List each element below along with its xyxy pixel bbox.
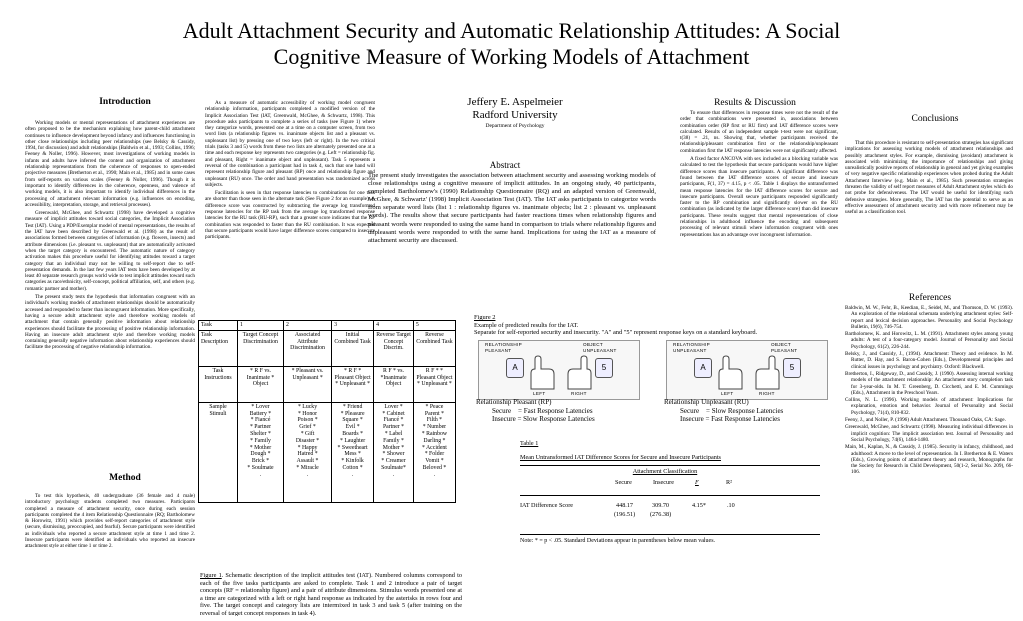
method-heading: Method [109,473,141,483]
task-description-cell: Reverse Combined Task [413,330,455,366]
reference-item: Baldwin, M. W., Fehr, B., Keedian, E., Seidel, M., and Thomson, D. W. (1993). An exploration of the relational schemata underlying attachment styles: Self-report and lexical decision approaches. Personality and Social Psychology Bulletin, 19(6), 746-754. [845,305,1013,330]
rp-legend-title: Relationship Pleasant (RP) [476,398,552,406]
table1-cell: .10 [727,502,735,509]
table-row [520,502,820,524]
task-description-cell: Reverse Target Concept Discrim. [374,330,414,366]
ru-right-top-label: OBJECT [771,342,791,347]
reference-item: Main, M., Kaplan, N., & Cassidy, J. (1985). Security in infancy, childhood, and adulthood: A move to the level of representation. In I. Bretherton & E. Waters (Eds.), Growing points of attachment theory and research, Monographs for the Society for Research in Child Development, 50(1-2, Serial No. 209), 66-106. [845,444,1013,476]
stimulus-word: * Fiancé [250,417,271,424]
figure2-caption [474,314,834,337]
introduction-paragraph: Working models or mental representations of attachment experiences are often proposed to be the mechanism explaining how parent-child attachment continues to influence development beyond infancy and influences functioning in other close relationships including peer relationships (see Belsky & Cassidy, 1994, for discussion) and adult relationships (Baldwin et al., 1993; Collins, 1996; Feeney & Noller, 1996). However, most investigations of working models in infants and adults have inferred the content and organization of attachment relationship representations from the coherence of responses to open-ended projective measures (Bretherton et al., 1990; Main et al., 1985) and in some cases from self-reports on various scales (Feeney & Noller, 1996). Though it is important to identify differences in the coherence, openness, and valence of working models, it is also important to identify individual differences in the processing of attachment relevant information (e.g. influences on encoding, accessibility, interpretation, storage, and retrieval processes). [25,120,195,208]
ru-right-bottom-label: PLEASANT [771,348,798,353]
stimulus-word: Battery * [249,410,272,417]
stimuli-cell [374,402,414,502]
poster-title [0,18,1023,70]
introduction-paragraph: Greenwald, McGhee, and Schwartz (1998) have developed a cognitive measure of implicit attitudes toward social categories, the Implicit Association Test (IAT). Using a PDP/Exemplar model of mental representations, the results of the IAT have been described by Greenwald et al. (1998) as the result of associations formed between categories of information (e.g. flowers, insects) and attribute dimensions (i.e. pleasant vs. unpleasant) that are automatically activated when the target category is encountered. The automatic nature of category activation makes this procedure useful for identifying attitudes toward a target category that an individual may not be willing to self-report due to self-presentation demands. In the last few years IAT tests have been developed by at least 40 separate research groups world wide to test implicit attitudes toward such categories as race/ethnicity, self-concept, political affiliation, self, and others (e.g. romantic partner and mother). [25,210,195,292]
stimulus-word: * Gift [300,430,315,437]
reference-item: Bretherton, I., Ridgeway, D., and Cassidy, J. (1990). Assessing internal working models of the attachment relationship: An attachment story completion task for 3-year-olds. In M. T. Greenberg, D. Cicchetti, and E. M. Cummings (Eds.), Attachment in the Preschool Years. [845,370,1013,396]
rp-left-hand-label: LEFT [533,391,546,396]
abstract-text [368,172,656,302]
task-table-header-row [199,321,456,331]
stimulus-word: . [351,471,354,478]
rp-right-key: 5 [595,358,613,378]
introduction-paragraph: The present study tests the hypothesis that information congruent with an individual's working models of attachment relationships should be automatically accessed and responded to faster than incongruent information. More specifically, having a secure adult attachment style and therefore working models of attachment that contain generally positive information about relationship experiences should facilitate the processing of positive relationship information. Having an insecure adult attachment style and therefore working models containing generally negative information about relationship experiences should facilitate the processing of negative relationship information. [25,294,195,351]
stimulus-word: * Accident [421,444,447,451]
stimulus-word: Hatred * [297,451,318,458]
stimuli-cell [413,402,455,502]
rp-right-top-label: OBJECT [583,342,603,347]
stimulus-word: Square * [342,417,363,424]
stimulus-word: * Happy [297,444,318,451]
measure-paragraph: As a measure of automatic accessibility of working model congruent relationship information, participants completed a modified version of the Implicit Association Test (IAT, Greenwald, McGhee, & Schwartz, 1998). This procedure asks participants to complete a series of tasks (see Figure 1) where they categorize words, presented one at a time on a computer screen, from two word lists (a relationship figures vs. inanimate objects list and a pleasant vs. unpleasant list) by pressing one of two keys (left or right). In the two critical trials (tasks 3 and 5) words from these two lists are alternately presented one at a time and each response key represents two categories (e.g. Left = relationship fig. and pleasant, Right = inanimate object and unpleasant). Task 5 represents a reversal of the combination a participant had in task 4, such that one hand will represent relationship figure and pleasant (RP) once and relationship figure and unpleasant (RU) once. The order and hand presentation was randomized across subjects. [205,100,375,188]
stimulus-word: . [392,471,395,478]
task-description-cell: Target Concept Discrimination [238,330,284,366]
stimulus-word: Lover * [384,403,403,410]
figure2-panel-ru [666,340,828,400]
stimulus-word: * Lucky [297,403,318,410]
table1-group-header: Attachment Classification [632,468,698,475]
table1-sd-cell: (196.51) [614,511,636,518]
task-instruction-cell: * Pleasant vs. Unpleasant * [284,366,332,402]
stimuli-cell [284,402,332,502]
task-description-cell: Associated Attribute Discrimination [284,330,332,366]
abstract-paragraph: The present study investigates the association between attachment security and assessing working models of close relationships using a cognitive measure of implicit attitudes. In an ongoing study, 40 participants, completed Bartholomew's (1990) Relationship Questionnaire (RQ) and an adapted version of Greenwald, McGhee, & Schwartz' (1998) Implicit Association Test (IAT). The IAT asks participants to categorize words from separate word lists (list 1 : relationship figures vs. inanimate objects; list 2 : pleasant vs. unpleasant words). The results show that secure participants had faster reactions times when relationship figures and pleasant words were responded to using the same hand in comparison to trials where relationship figures and unpleasant words were responded to with the same hand. Implications for using the IAT as a measure of attachment security are discussed. [368,172,656,244]
table1-title: Mean Untransformed IAT Difference Scores for Secure and Insecure Participants [520,454,721,461]
results-text [680,110,838,320]
rp-left-key: A [506,358,524,378]
reference-item: Collins, N. L. (1996). Working models of attachment: Implications for explanation, emotion and behavior. Journal of Personality and Social Psychology, 71(4), 810-832. [845,397,1013,416]
results-heading: Results & Discussion [714,98,796,108]
task-instruction-cell: R F * vs. *Inanimate Object [374,366,414,402]
stimulus-word: Vomit * [425,458,444,465]
conclusions-text [845,140,1013,248]
stimulus-word: * Partner [249,424,272,431]
stimulus-word: * Friend [342,403,363,410]
stimulus-word: * Rainbow [421,430,448,437]
author-name: Jeffery E. Aspelmeier [467,96,563,108]
introduction-heading: Introduction [99,97,151,107]
task-description-cell: Initial Combined Task [332,330,374,366]
ru-legend-secure: Secure = Slow Response Latencies [680,406,784,415]
ru-legend-insecure: Insecure = Fast Response Latencies [680,415,780,424]
table1 [520,440,820,545]
stimuli-cell [238,402,284,502]
stimulus-word: Mother * [382,444,405,451]
table1-cell: 4.15* [692,502,706,509]
table1-cell: 309.70 [652,502,670,509]
reference-item: Bartholomew, K. and Horowitz, L. M. (1991). Attachment styles among young adults: A test of a four-category model. Journal of Personality and Social Psychology, 61(2), 226-244. [845,331,1013,350]
rp-left-top-label: RELATIONSHIP [485,342,522,347]
task-header-cell: Task [199,321,238,331]
stimulus-word: Cotton * [342,464,363,471]
table1-sd-cell: (276.38) [650,511,672,518]
stimulus-word: * Family [250,437,271,444]
rp-left-bottom-label: PLEASANT [485,348,512,353]
ru-left-bottom-label: UNPLEASANT [673,348,707,353]
task-instruction-cell: * R F * Pleasant Object * Unpleasant * [332,366,374,402]
stimulus-word: * Creamer [381,458,406,465]
results-paragraph: To ensure that differences in response times were not the result of the order that combinations were presented in, associations between combination order (RP first or RU first) and IAT difference scores were calculated. Results of an independent sample t-test were not significant, t(38) = .21, ns. Showing that, whether participants received the relationship/pleasant combination first or the relationship/unpleasant combination first the IAT response latencies were not significantly affected. [680,110,838,154]
method-paragraph: To test this hypothesis, 40 undergraduate (36 female and 4 male) introductory psychology students completed two measures. Participants completed a measure of attachment security, once during each session participants completed the 4 item Relationship Questionnaire (RQ; Bartholomew & Horowitz, 1991) which provides self-report categories of attachment style (secure, dismissing, preoccupied, and fearful). Secure participants were identified as individuals who reported a secure attachment style at time 1 and time 2. Insecure participants were identified as individuals who reported an insecure attachment style at either time 1 or time 2. [25,493,195,550]
table1-col-header: Secure [615,479,632,486]
stimulus-word: Beloved * [422,464,447,471]
stimulus-word: * Soulmate [247,464,274,471]
results-paragraph: A fixed factor ANCOVA with sex included as a blocking variable was calculated to test the hypothesis that secure participants would have higher difference scores than insecure participants. A significant difference was found between the IAT difference scores of secure and insecure participants, F(1, 37) = 4.15, p < .05. Table 1 displays the untransformed mean response latencies for the IAT difference scores for secure and insecure participants. Overall secure participants responded significantly faster to the RP combination and significantly slower on the RU combination (as indicated by the larger difference score) than did insecure participants. These results suggest that mental representations of close relationships in adulthood influence the encoding and subsequent processing of relevant stimuli where information congruent with ones representations has an advantage over incongruent information. [680,156,838,238]
author-block [410,96,620,131]
rp-legend [476,398,656,424]
table1-label: Table 1 [520,440,539,447]
stimulus-word: Grief * [299,424,316,431]
table1-col-header: Insecure [653,479,674,486]
row-label: Task Instructions [199,366,238,402]
ru-legend [664,398,844,424]
stimulus-word: Family * [383,437,404,444]
stimulus-word: . [433,471,436,478]
task-instruction-cell: * R F vs. Inanimate * Object [238,366,284,402]
ru-left-hand-label: LEFT [721,391,734,396]
rp-left-hand-icon [527,355,557,391]
task-description-row [199,330,456,366]
stimulus-word: Fiancé * [383,417,404,424]
figure1-caption [200,572,462,616]
stimulus-word: * Label [384,430,403,437]
stimulus-word: * Mother [249,444,272,451]
ru-left-hand-icon [715,355,745,391]
stimulus-word: * Lover [251,403,270,410]
ru-right-key: 5 [783,358,801,378]
references-heading: References [908,293,952,303]
ru-right-hand-label: RIGHT [759,391,775,396]
task-instruction-cell: R F * * Pleasant Object * Unpleasant * [413,366,455,402]
measure-paragraph: Facilitation is seen in that response latencies to combinations for one task are shorter than those seen in the alternate task (See Figure 2 for an example). A difference score was constructed by subtracting the average log transformed response latencies for the RP task from the average log transformed response latencies for the RU task (RU-RP), such that a greater score indicates that the RP combination was responded to faster than the RU combination. It was expected that secure participants would have larger difference scores compared to insecure participants. [205,190,375,241]
stimulus-word: Disaster * [295,437,320,444]
stimulus-word: Filth * [426,417,443,424]
ru-left-top-label: RELATIONSHIP [673,342,710,347]
stimulus-word: Brick * [251,458,270,465]
stimulus-word: * Shower [382,451,405,458]
row-label: Task Description [199,330,238,366]
stimulus-word: * Folder [424,451,445,458]
stimulus-word: Shelter * [250,430,271,437]
stimulus-word: * Laughter [339,437,366,444]
references-list [845,305,1013,610]
author-department: Department of Psychology [485,123,545,129]
ru-left-key: A [694,358,712,378]
stimulus-word: * Honor [297,410,318,417]
table1-col-header: F [695,479,699,486]
table1-col-header: R² [726,479,732,486]
task-stimuli-row [199,402,456,502]
rp-legend-insecure: Insecure = Slow Response Latencies [492,415,595,424]
measure-text [205,100,375,320]
figure2-label: Figure 2 [474,314,496,321]
stimulus-word: Darling * [423,437,446,444]
stimulus-word: Dough * [250,451,271,458]
table1-column-headers [520,479,820,489]
rp-right-bottom-label: UNPLEASANT [583,348,617,353]
rp-right-hand-label: RIGHT [571,391,587,396]
stimulus-word: * Pleasure [340,410,365,417]
ru-right-hand-icon [753,355,783,391]
stimulus-word: Evil * [345,424,360,431]
reference-item: Feeny, J., and Noller, P. (1996) Adult Attachment. Thousand Oaks, CA: Sage. [845,417,1006,424]
table1-row-label: IAT Difference Score [520,502,574,509]
stimulus-word: Partner * [382,424,405,431]
author-university: Radford University [472,109,558,121]
rp-legend-secure: Secure = Fast Response Latencies [492,406,593,415]
stimulus-word: * Miracle [296,464,319,471]
stimulus-word: Assault * [296,458,319,465]
figure2-line1: Example of predicted results for the IAT. [474,321,579,329]
reference-item: Greenwald, McGhee, and Schwartz (1998). Measuring individual differences in implicit cognition: The implicit association test. Journal of Personality and Social Psychology, 74(6), 1464-1480. [845,424,1013,443]
figure1-caption-text: . Schematic description of the implicit attitudes test (IAT). Numbered columns correspond to each of the five tasks participants are asked to complete. Task 1 and 2 introduce a pair of target concepts (RF = relationship figure) and a pair of attribute dimensions. Stimulus words presented one at a time are categorized with a left or right hand response as indicated by the asterisks in rows four and five. The target concept and category lists are intermixed in task 3 and task 5 (after training on the reversal of target concept responses in task 4). [200,572,462,616]
stimulus-word: * Kinfolk [341,458,364,465]
task-instructions-row [199,366,456,402]
introduction-text [25,120,195,442]
conclusions-paragraph: That this procedure is resistant to self-presentation strategies has significant implications for assessing working models of attachment relationships and possibly attachment styles. For example, dismissing (avoidant) attachment is associated with minimizing the importance of relationships and giving unrealistically positive reports of relationship in general and yet giving examples of very negative specific relationship experiences when probed during the Adult Attachment Interview (e.g. Main et al., 1985). Such presentation strategies threaten the validity of self report measures of Adult Attachment styles which do not probe for defensiveness. The IAT would be useful for identifying such defensive strategies. More generally, The IAT has the potential to serve as an effective assessment of attachment security and with more refinement may be useful as a classification tool. [845,140,1013,216]
stimulus-word: Poison * [297,417,318,424]
method-text [25,493,195,605]
table1-note: Note: * = p < .05. Standard Deviations appear in parentheses below mean values. [520,538,716,544]
figure2-line2: Separate for self-reported security and insecurity. "A" and "5" represent response keys on a standard keyboard. [474,329,758,337]
abstract-heading: Abstract [489,160,521,170]
ru-legend-title: Relationship Unpleasant (RU) [664,398,749,406]
task-header-cell: 2 [284,321,332,331]
stimulus-word: Boards * [342,430,363,437]
figure1-label: Figure 1 [200,572,222,579]
stimulus-word: Mess * [344,451,361,458]
stimuli-cell [332,402,374,502]
task-header-cell: 3 [332,321,374,331]
stimulus-word: Soulmate* [381,464,406,471]
stimulus-word: . [259,471,262,478]
iat-task-table [198,320,456,503]
row-label: Sample Stimuli [199,402,238,502]
poster-title-line1: Adult Attachment Security and Automatic Relationship Attitudes: A Social [182,18,841,43]
conclusions-heading: Conclusions [911,114,959,124]
stimulus-word: Parent * [424,410,445,417]
stimulus-word: * Cabinet [382,410,405,417]
stimulus-word: * Sweetheart [337,444,368,451]
stimulus-word: * Peace [425,403,444,410]
reference-item: Belsky, J., and Cassidy, J., (1994). Attachment: Theory and evidence. In M. Rutter, D. Hay, and S. Baron-Cohen (Eds.), Developmental principles and clinical issues in psychology and psychiatry. Oxford: Blackwell. [845,351,1013,370]
task-header-cell: 4 [374,321,414,331]
figure2-panel-rp [478,340,640,400]
table1-cell: 448.17 [616,502,634,509]
rp-right-hand-icon [565,355,595,391]
task-header-cell: 1 [238,321,284,331]
task-header-cell: 5 [413,321,455,331]
stimulus-word: . [306,471,309,478]
poster-title-line2: Cognitive Measure of Working Models of Attachment [273,44,750,69]
stimulus-word: * Number [422,424,447,431]
